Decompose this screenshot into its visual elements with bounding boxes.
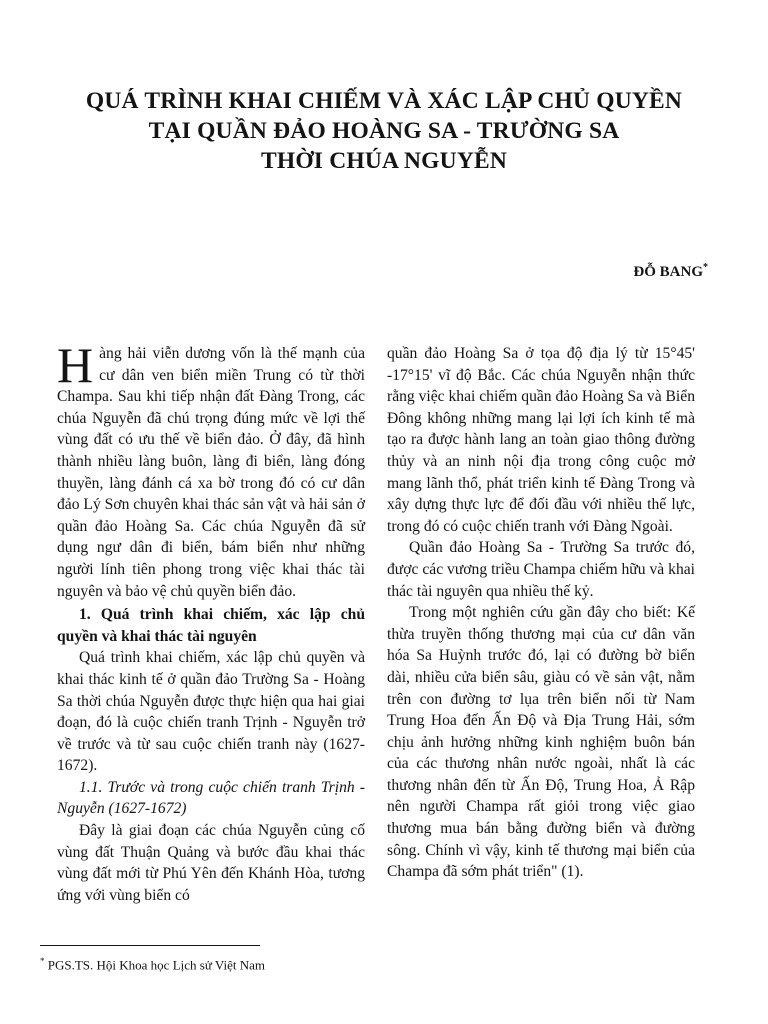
title-line-2: TẠI QUẦN ĐẢO HOÀNG SA - TRƯỜNG SA: [148, 118, 620, 144]
author-name: ĐỖ BANG: [633, 264, 703, 280]
drop-cap: H: [57, 337, 94, 393]
research-quote-paragraph: Trong một nghiên cứu gần đây cho biết: Kế thừa truyền thống thương mại của cư dân văn hóa Sa Huỳnh trước đó, lại có đường bờ biển dài, nhiều cửa biển sâu, giàu có về sản vật, nằm trên con đường tơ lụa trên biển nối từ Nam Trung Hoa đến Ấn Độ và Địa Trung Hải, sớm chịu ảnh hưởng những kinh nghiệm buôn bán của các thương nhân nước ngoài, nhất là các thương nhân đến từ Ấn Độ, Trung Hoa, Ả Rập nên người Champa rất giỏi trong việc giao thương mua bán bằng đường biển và đường sông. Chính vì vậy, kinh tế thương mại biển của Champa đã sớm phát triển" (1).: [387, 604, 695, 881]
intro-paragraph: [57, 337, 365, 602]
footnote-divider: [40, 945, 260, 946]
author-footnote-mark: *: [703, 262, 708, 273]
section-heading-1: 1. Quá trình khai chiếm, xác lập chủ quyền và khai thác tài nguyên: [57, 606, 365, 645]
continued-paragraph: quần đảo Hoàng Sa ở tọa độ địa lý từ 15°45' -17°15' vĩ độ Bắc. Các chúa Nguyễn nhận thức rằng việc khai chiếm quần đảo Hoàng Sa và Biển Đông không những mang lại lợi ích kinh tế mà tạo ra được hành lang an toàn giao thông đường thủy và an ninh nội địa trong công cuộc mở mang lãnh thổ, phát triển kinh tế Đàng Trong và xây dựng thực lực để đối đầu với nhiều thế lực, trong đó có cuộc chiến tranh với Đàng Ngoài.: [387, 345, 695, 535]
article-title: [40, 86, 728, 176]
section-1-paragraph: Quá trình khai chiếm, xác lập chủ quyền và khai thác kinh tế ở quần đảo Trường Sa - Hoàng Sa thời chúa Nguyễn được thực hiện qua hai giai đoạn, đó là cuộc chiến tranh Trịnh - Nguyễn trở về trước và từ sau cuộc chiến tranh này (1627-1672).: [57, 649, 365, 775]
champa-paragraph: Quần đảo Hoàng Sa - Trường Sa trước đó, được các vương triều Champa chiếm hữu và khai thác tài nguyên qua nhiều thế kỷ.: [387, 539, 695, 600]
right-column: [387, 343, 695, 883]
intro-paragraph-text: àng hải viễn dương vốn là thế mạnh của cư dân ven biển miền Trung có từ thời Champa. Sau khi tiếp nhận đất Đàng Trong, các chúa Nguyễn đã chú trọng đúng mức về lợi thế vùng đất có ưu thế về biển đảo. Ở đây, đã hình thành nhiều làng buôn, làng đi biển, làng đóng thuyền, làng đánh cá xa bờ trong đó có cư dân đảo Lý Sơn chuyên khai thác sản vật và hải sản ở quần đảo Hoàng Sa. Các chúa Nguyễn đã sử dụng ngư dân đi biển, bám biển như những người lính tiên phong trong việc khai thác tài nguyên và bảo vệ chủ quyền biển đảo.: [57, 345, 365, 600]
title-line-3: THỜI CHÚA NGUYỄN: [260, 148, 508, 174]
footnote: [40, 956, 265, 973]
footnote-mark: *: [40, 956, 45, 966]
left-column: [57, 337, 365, 906]
subsection-heading-1-1: 1.1. Trước và trong cuộc chiến tranh Trịnh - Nguyễn (1627-1672): [57, 778, 365, 818]
title-line-1: QUÁ TRÌNH KHAI CHIẾM VÀ XÁC LẬP CHỦ QUYỀN: [85, 88, 683, 114]
subsection-1-1-paragraph: Đây là giai đoạn các chúa Nguyễn củng cố vùng đất Thuận Quảng và bước đầu khai thác vùng đất mới từ Phú Yên đến Khánh Hòa, tương ứng với vùng biển có: [57, 822, 365, 904]
footnote-text: PGS.TS. Hội Khoa học Lịch sử Việt Nam: [47, 957, 266, 973]
author: [633, 262, 708, 281]
